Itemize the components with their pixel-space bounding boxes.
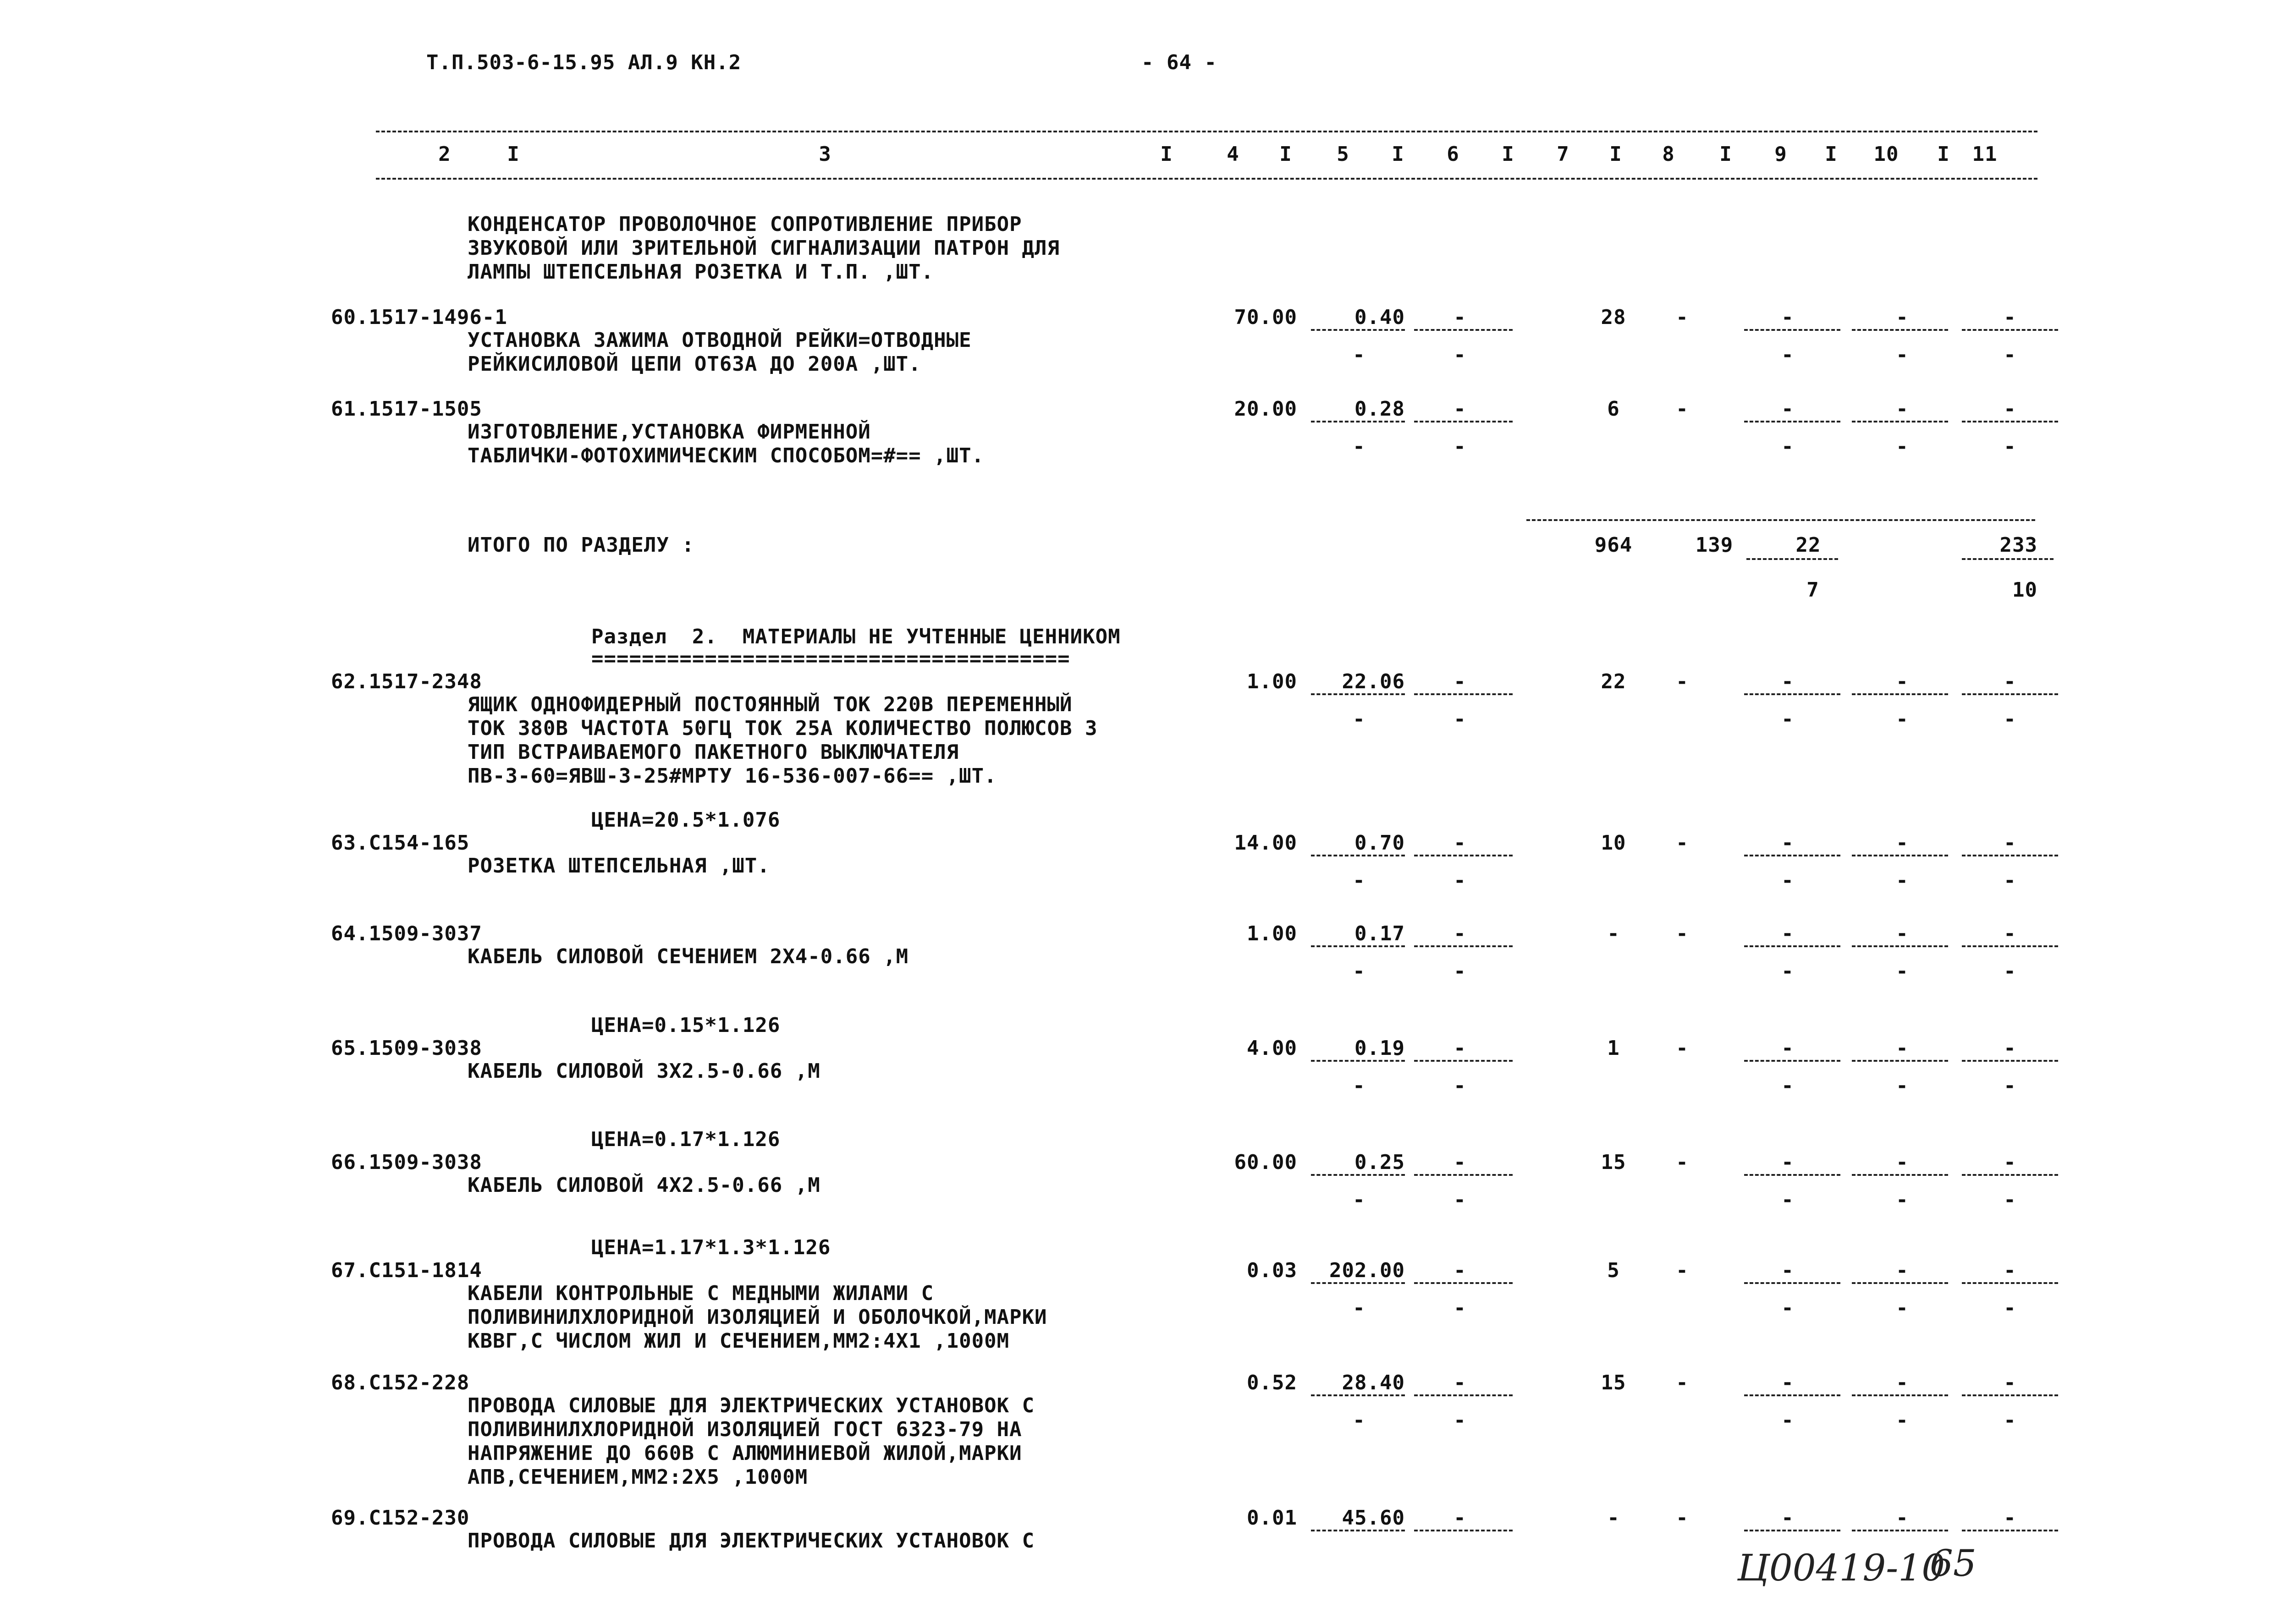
cell-divider (1744, 945, 1840, 947)
col11-sub: - (2004, 343, 2016, 367)
cell-divider (1962, 1282, 2058, 1284)
column-separator: I (1392, 143, 1404, 166)
col7-cell: 5 (1607, 1259, 1620, 1282)
cell-divider (1852, 693, 1948, 695)
col10-cell: - (1896, 1259, 1909, 1282)
col10-sub: - (1896, 1296, 1909, 1320)
col8-cell: - (1676, 1506, 1689, 1530)
cell-divider (1414, 1060, 1513, 1062)
item-description: АПВ,СЕЧЕНИЕМ,ММ2:2Х5 ,1000М (468, 1465, 808, 1489)
col10-cell: - (1896, 397, 1909, 421)
item-description: РОЗЕТКА ШТЕПСЕЛЬНАЯ ,ШТ. (468, 854, 770, 878)
cell-divider (1744, 855, 1840, 856)
item-code: 63.С154-165 (331, 831, 470, 855)
col10-sub: - (1896, 708, 1909, 731)
col6-cell: - (1454, 1037, 1466, 1060)
col6-sub: - (1454, 708, 1466, 731)
col6-sub: - (1454, 1074, 1466, 1097)
col10-cell: - (1896, 1151, 1909, 1174)
item-description: ИЗГОТОВЛЕНИЕ,УСТАНОВКА ФИРМЕННОЙ (468, 420, 871, 444)
total-col8: 139 (1695, 533, 1734, 557)
column-separator: I (1937, 143, 1950, 166)
cell-divider (1744, 329, 1840, 331)
col7-cell: 1 (1607, 1037, 1620, 1060)
price-cell: 0.17 (1354, 922, 1405, 945)
cell-divider (1962, 1174, 2058, 1176)
col9-cell: - (1781, 306, 1794, 329)
col9-cell: - (1781, 1506, 1794, 1530)
col9-sub: - (1781, 869, 1794, 892)
column-header: 8 (1662, 143, 1675, 166)
cell-divider (1852, 855, 1948, 856)
intro-line: ЛАМПЫ ШТЕПСЕЛЬНАЯ РОЗЕТКА И Т.П. ,ШТ. (468, 260, 934, 284)
intro-line: КОНДЕНСАТОР ПРОВОЛОЧНОЕ СОПРОТИВЛЕНИЕ ПРИБОР (468, 213, 1022, 236)
col11-cell: - (2004, 1506, 2016, 1530)
item-description: ПОЛИВИНИЛХЛОРИДНОЙ ИЗОЛЯЦИЕЙ И ОБОЛОЧКОЙ,МАРКИ (468, 1306, 1047, 1329)
cell-divider (1962, 1530, 2058, 1531)
col10-cell: - (1896, 670, 1909, 693)
header-top-rule (376, 131, 2037, 132)
cell-divider (1414, 329, 1513, 331)
col6-cell: - (1454, 397, 1466, 421)
cell-divider (1311, 855, 1405, 856)
col11-cell: - (2004, 306, 2016, 329)
price-cell: 0.28 (1354, 397, 1405, 421)
col5-sub: - (1353, 1188, 1366, 1212)
col8-cell: - (1676, 670, 1689, 693)
col9-cell: - (1781, 1259, 1794, 1282)
cell-divider (1962, 329, 2058, 331)
cell-divider (1311, 945, 1405, 947)
col11-cell: - (2004, 1371, 2016, 1394)
column-header: 2 (438, 143, 451, 166)
col11-sub: - (2004, 1296, 2016, 1320)
col10-sub: - (1896, 343, 1909, 367)
col9-cell: - (1781, 1037, 1794, 1060)
col10-sub: - (1896, 1074, 1909, 1097)
col10-cell: - (1896, 306, 1909, 329)
item-description: НАПРЯЖЕНИЕ ДО 660В С АЛЮМИНИЕВОЙ ЖИЛОЙ,МАРКИ (468, 1442, 1022, 1465)
item-code: 66.1509-3038 (331, 1151, 482, 1174)
item-description: ПРОВОДА СИЛОВЫЕ ДЛЯ ЭЛЕКТРИЧЕСКИХ УСТАНОВОК С (468, 1529, 1035, 1553)
cell-divider (1311, 1060, 1405, 1062)
cell-divider (1852, 1282, 1948, 1284)
cell-divider (1744, 1174, 1840, 1176)
col6-cell: - (1454, 306, 1466, 329)
cell-divider (1311, 693, 1405, 695)
item-description: ПОЛИВИНИЛХЛОРИДНОЙ ИЗОЛЯЦИЕЙ ГОСТ 6323-79 НА (468, 1418, 1022, 1441)
col10-sub: - (1896, 1409, 1909, 1432)
price-cell: 0.25 (1354, 1151, 1405, 1174)
cell-divider (1414, 1530, 1513, 1531)
col11-cell: - (2004, 1259, 2016, 1282)
column-header: 10 (1873, 143, 1899, 166)
col11-sub: - (2004, 869, 2016, 892)
cell-divider (1414, 945, 1513, 947)
header-bottom-rule (376, 178, 2037, 180)
item-code: 64.1509-3037 (331, 922, 482, 945)
item-description: ТАБЛИЧКИ-ФОТОХИМИЧЕСКИМ СПОСОБОМ=#== ,ШТ. (468, 444, 985, 467)
quantity-cell: 0.52 (1247, 1371, 1297, 1394)
item-description: ТИП ВСТРАИВАЕМОГО ПАКЕТНОГО ВЫКЛЮЧАТЕЛЯ (468, 741, 959, 764)
cell-divider (1744, 1060, 1840, 1062)
col8-cell: - (1676, 397, 1689, 421)
col11-sub: - (2004, 1188, 2016, 1212)
cell-divider (1962, 1060, 2058, 1062)
col11-sub: - (2004, 708, 2016, 731)
item-code: 65.1509-3038 (331, 1037, 482, 1060)
col11-cell: - (2004, 397, 2016, 421)
quantity-cell: 1.00 (1247, 922, 1297, 945)
column-separator: I (1825, 143, 1838, 166)
col9-sub: - (1781, 435, 1794, 458)
cell-divider (1744, 1282, 1840, 1284)
col7-cell: 28 (1601, 306, 1626, 329)
col11-cell: - (2004, 670, 2016, 693)
col10-sub: - (1896, 435, 1909, 458)
cell-divider (1962, 945, 2058, 947)
col11-sub: - (2004, 1409, 2016, 1432)
col8-cell: - (1676, 1151, 1689, 1174)
price-note: ЦЕНА=20.5*1.076 (591, 808, 781, 832)
col11-sub: - (2004, 960, 2016, 983)
price-cell: 28.40 (1342, 1371, 1405, 1394)
col9-sub: - (1781, 343, 1794, 367)
handwritten-page: 65 (1930, 1542, 1977, 1585)
column-header: 3 (819, 143, 831, 166)
col9-sub: - (1781, 1188, 1794, 1212)
cell-divider (1311, 1174, 1405, 1176)
price-note: ЦЕНА=0.17*1.126 (591, 1128, 781, 1151)
column-header: 6 (1447, 143, 1459, 166)
price-cell: 0.19 (1354, 1037, 1405, 1060)
cell-divider (1852, 329, 1948, 331)
column-header: 7 (1557, 143, 1569, 166)
item-description: ТОК 380В ЧАСТОТА 50ГЦ ТОК 25А КОЛИЧЕСТВО ПОЛЮСОВ 3 (468, 717, 1098, 740)
cell-divider (1962, 693, 2058, 695)
col5-sub: - (1353, 435, 1366, 458)
section-title: Раздел 2. МАТЕРИАЛЫ НЕ УЧТЕННЫЕ ЦЕННИКОМ (591, 625, 1121, 648)
section-underline: ====================================== (591, 647, 1070, 670)
col10-sub: - (1896, 869, 1909, 892)
total-col9-sub: 7 (1806, 578, 1819, 602)
cell-divider (1414, 693, 1513, 695)
price-cell: 45.60 (1342, 1506, 1405, 1530)
item-code: 68.С152-228 (331, 1371, 470, 1394)
col9-sub: - (1781, 1296, 1794, 1320)
col5-sub: - (1353, 960, 1366, 983)
price-note: ЦЕНА=0.15*1.126 (591, 1014, 781, 1037)
column-header: 4 (1227, 143, 1239, 166)
cell-divider (1852, 1174, 1948, 1176)
col6-sub: - (1454, 343, 1466, 367)
total-col11: 233 (1999, 533, 2037, 557)
col11-cell: - (2004, 831, 2016, 855)
column-separator: I (1502, 143, 1514, 166)
col6-cell: - (1454, 1151, 1466, 1174)
cell-divider (1414, 1282, 1513, 1284)
col7-cell: - (1607, 1506, 1620, 1530)
cell-divider (1311, 1394, 1405, 1396)
col9-cell: - (1781, 922, 1794, 945)
col5-sub: - (1353, 869, 1366, 892)
col8-cell: - (1676, 922, 1689, 945)
col8-cell: - (1676, 306, 1689, 329)
cell-divider (1414, 421, 1513, 422)
col9-cell: - (1781, 831, 1794, 855)
col5-sub: - (1353, 1296, 1366, 1320)
col9-cell: - (1781, 397, 1794, 421)
total-sub-rule (1746, 558, 1838, 560)
cell-divider (1852, 1394, 1948, 1396)
cell-divider (1744, 421, 1840, 422)
col9-sub: - (1781, 1074, 1794, 1097)
col6-cell: - (1454, 1259, 1466, 1282)
cell-divider (1852, 1060, 1948, 1062)
handwritten-stamp: Ц00419-10 (1737, 1547, 1945, 1589)
col6-sub: - (1454, 1296, 1466, 1320)
intro-line: ЗВУКОВОЙ ИЛИ ЗРИТЕЛЬНОЙ СИГНАЛИЗАЦИИ ПАТРОН ДЛЯ (468, 236, 1060, 260)
column-separator: I (1160, 143, 1173, 166)
cell-divider (1744, 1394, 1840, 1396)
quantity-cell: 0.01 (1247, 1506, 1297, 1530)
page-number: - 64 - (1141, 51, 1217, 74)
cell-divider (1311, 421, 1405, 422)
total-col11-sub: 10 (2012, 578, 2037, 602)
col10-cell: - (1896, 922, 1909, 945)
col6-cell: - (1454, 922, 1466, 945)
col9-sub: - (1781, 1409, 1794, 1432)
col11-cell: - (2004, 1037, 2016, 1060)
col7-cell: 15 (1601, 1371, 1626, 1394)
col10-cell: - (1896, 1037, 1909, 1060)
item-code: 61.1517-1505 (331, 397, 482, 421)
col7-cell: 15 (1601, 1151, 1626, 1174)
total-col7: 964 (1594, 533, 1633, 557)
col6-sub: - (1454, 960, 1466, 983)
item-description: УСТАНОВКА ЗАЖИМА ОТВОДНОЙ РЕЙКИ=ОТВОДНЫЕ (468, 329, 972, 352)
item-description: КАБЕЛИ КОНТРОЛЬНЫЕ С МЕДНЫМИ ЖИЛАМИ С (468, 1282, 934, 1305)
column-separator: I (1609, 143, 1622, 166)
item-description: ПВ-3-60=ЯВШ-3-25#МРТУ 16-536-007-66== ,ШТ. (468, 764, 997, 788)
item-code: 62.1517-2348 (331, 670, 482, 693)
col9-sub: - (1781, 708, 1794, 731)
cell-divider (1414, 855, 1513, 856)
column-separator: I (1719, 143, 1732, 166)
item-code: 60.1517-1496-1 (331, 306, 507, 329)
cell-divider (1414, 1174, 1513, 1176)
total-label: ИТОГО ПО РАЗДЕЛУ : (468, 533, 694, 557)
item-description: КАБЕЛЬ СИЛОВОЙ 3Х2.5-0.66 ,М (468, 1059, 820, 1083)
col9-cell: - (1781, 1151, 1794, 1174)
col7-cell: 6 (1607, 397, 1620, 421)
item-description: КАБЕЛЬ СИЛОВОЙ СЕЧЕНИЕМ 2Х4-0.66 ,М (468, 945, 909, 968)
cell-divider (1852, 421, 1948, 422)
column-header: 5 (1337, 143, 1349, 166)
item-code: 69.С152-230 (331, 1506, 470, 1530)
col9-sub: - (1781, 960, 1794, 983)
col6-sub: - (1454, 869, 1466, 892)
quantity-cell: 60.00 (1234, 1151, 1297, 1174)
col11-sub: - (2004, 435, 2016, 458)
item-description: ПРОВОДА СИЛОВЫЕ ДЛЯ ЭЛЕКТРИЧЕСКИХ УСТАНОВОК С (468, 1394, 1035, 1417)
column-header: 9 (1774, 143, 1787, 166)
price-cell: 22.06 (1342, 670, 1405, 693)
cell-divider (1311, 1282, 1405, 1284)
col6-cell: - (1454, 831, 1466, 855)
col6-cell: - (1454, 670, 1466, 693)
col10-cell: - (1896, 831, 1909, 855)
col6-cell: - (1454, 1371, 1466, 1394)
quantity-cell: 1.00 (1247, 670, 1297, 693)
col11-sub: - (2004, 1074, 2016, 1097)
column-separator: I (1279, 143, 1292, 166)
doc-code: Т.П.503-6-15.95 АЛ.9 КН.2 (426, 51, 742, 74)
col8-cell: - (1676, 1259, 1689, 1282)
column-header: 11 (1972, 143, 1998, 166)
quantity-cell: 70.00 (1234, 306, 1297, 329)
quantity-cell: 14.00 (1234, 831, 1297, 855)
item-description: КАБЕЛЬ СИЛОВОЙ 4Х2.5-0.66 ,М (468, 1174, 820, 1197)
item-code: 67.С151-1814 (331, 1259, 482, 1282)
col10-cell: - (1896, 1371, 1909, 1394)
cell-divider (1311, 329, 1405, 331)
price-cell: 0.40 (1354, 306, 1405, 329)
quantity-cell: 0.03 (1247, 1259, 1297, 1282)
col11-cell: - (2004, 1151, 2016, 1174)
col7-cell: 22 (1601, 670, 1626, 693)
item-description: ЯЩИК ОДНОФИДЕРНЫЙ ПОСТОЯННЫЙ ТОК 220В ПЕРЕМЕННЫЙ (468, 693, 1073, 716)
col5-sub: - (1353, 343, 1366, 367)
col9-cell: - (1781, 670, 1794, 693)
col7-cell: - (1607, 922, 1620, 945)
cell-divider (1962, 1394, 2058, 1396)
col10-cell: - (1896, 1506, 1909, 1530)
col7-cell: 10 (1601, 831, 1626, 855)
cell-divider (1962, 421, 2058, 422)
cell-divider (1744, 1530, 1840, 1531)
column-separator: I (507, 143, 520, 166)
col11-cell: - (2004, 922, 2016, 945)
total-rule (1526, 519, 2035, 521)
cell-divider (1414, 1394, 1513, 1396)
cell-divider (1311, 1530, 1405, 1531)
col5-sub: - (1353, 1074, 1366, 1097)
item-description: КВВГ,С ЧИСЛОМ ЖИЛ И СЕЧЕНИЕМ,ММ2:4Х1 ,1000М (468, 1329, 1010, 1353)
cell-divider (1962, 855, 2058, 856)
quantity-cell: 20.00 (1234, 397, 1297, 421)
col9-cell: - (1781, 1371, 1794, 1394)
cell-divider (1852, 945, 1948, 947)
item-description: РЕЙКИСИЛОВОЙ ЦЕПИ ОТ63А ДО 200А ,ШТ. (468, 352, 921, 376)
total-sub-rule (1962, 558, 2054, 560)
price-note: ЦЕНА=1.17*1.3*1.126 (591, 1236, 831, 1259)
price-cell: 0.70 (1354, 831, 1405, 855)
col8-cell: - (1676, 1037, 1689, 1060)
col5-sub: - (1353, 708, 1366, 731)
col5-sub: - (1353, 1409, 1366, 1432)
quantity-cell: 4.00 (1247, 1037, 1297, 1060)
col6-cell: - (1454, 1506, 1466, 1530)
total-col9: 22 (1795, 533, 1821, 557)
col10-sub: - (1896, 1188, 1909, 1212)
cell-divider (1852, 1530, 1948, 1531)
col8-cell: - (1676, 1371, 1689, 1394)
col6-sub: - (1454, 1188, 1466, 1212)
col6-sub: - (1454, 435, 1466, 458)
cell-divider (1744, 693, 1840, 695)
price-cell: 202.00 (1329, 1259, 1405, 1282)
col10-sub: - (1896, 960, 1909, 983)
col6-sub: - (1454, 1409, 1466, 1432)
col8-cell: - (1676, 831, 1689, 855)
